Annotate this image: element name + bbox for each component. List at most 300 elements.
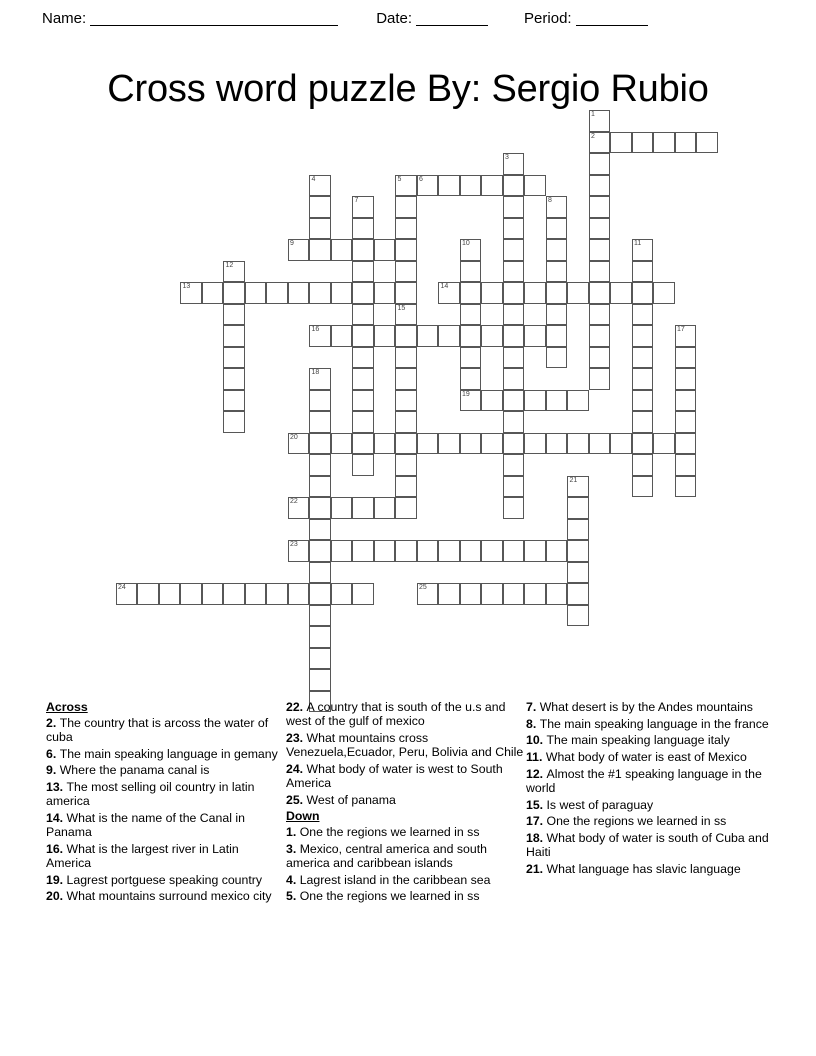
crossword-cell[interactable] <box>589 239 611 261</box>
crossword-cell[interactable] <box>503 218 525 240</box>
crossword-cell[interactable] <box>632 368 654 390</box>
crossword-cell[interactable] <box>524 282 546 304</box>
crossword-cell[interactable] <box>309 325 331 347</box>
clue-number: 8. <box>526 716 540 731</box>
crossword-cell[interactable] <box>223 261 245 283</box>
crossword-cell[interactable] <box>288 497 310 519</box>
crossword-cell[interactable] <box>632 411 654 433</box>
clue-item <box>286 700 526 728</box>
crossword-cell-number: 1 <box>591 111 595 118</box>
clue-item <box>526 862 772 876</box>
crossword-cell[interactable] <box>567 519 589 541</box>
crossword-cell-number: 24 <box>118 584 126 591</box>
crossword-cell[interactable] <box>567 583 589 605</box>
crossword-cell[interactable] <box>567 562 589 584</box>
crossword-cell-number: 21 <box>569 476 578 484</box>
crossword-cell[interactable] <box>503 411 525 433</box>
crossword-cell[interactable] <box>395 497 417 519</box>
crossword-cell[interactable] <box>266 583 288 605</box>
crossword-cell[interactable] <box>632 433 654 455</box>
crossword-cell[interactable] <box>503 454 525 476</box>
crossword-cell[interactable] <box>288 583 310 605</box>
clue-text: A country that is south of the u.s and west of the gulf of mexico <box>286 700 506 729</box>
crossword-cell[interactable] <box>675 325 697 347</box>
crossword-cell[interactable] <box>266 282 288 304</box>
crossword-cell[interactable] <box>460 175 482 197</box>
crossword-cell[interactable] <box>395 540 417 562</box>
crossword-cell[interactable] <box>223 282 245 304</box>
clue-item <box>46 889 286 903</box>
crossword-cell[interactable] <box>417 175 439 197</box>
crossword-cell[interactable] <box>589 282 611 304</box>
crossword-cell[interactable] <box>460 239 482 261</box>
crossword-cell[interactable] <box>395 175 417 197</box>
clue-text: What body of water is south of Cuba and Haiti <box>526 831 769 860</box>
crossword-cell[interactable] <box>309 540 331 562</box>
crossword-cell[interactable] <box>352 411 374 433</box>
name-label: Name: <box>42 10 87 27</box>
crossword-cell[interactable] <box>610 132 632 154</box>
crossword-cell[interactable] <box>675 476 697 498</box>
crossword-cell[interactable] <box>632 454 654 476</box>
crossword-cell[interactable] <box>481 282 503 304</box>
clue-item <box>46 763 286 777</box>
clues-section <box>0 700 816 906</box>
crossword-cell[interactable] <box>503 497 525 519</box>
crossword-cell-number: 12 <box>225 261 234 269</box>
crossword-cell[interactable] <box>309 218 331 240</box>
crossword-cell[interactable] <box>524 433 546 455</box>
crossword-cell[interactable] <box>352 497 374 519</box>
clue-text: The main speaking language italy <box>546 733 730 748</box>
clue-number: 18. <box>526 831 547 846</box>
crossword-cell[interactable] <box>309 390 331 412</box>
crossword-cell[interactable] <box>503 368 525 390</box>
crossword-cell[interactable] <box>374 325 396 347</box>
crossword-cell[interactable] <box>395 476 417 498</box>
crossword-cell[interactable] <box>481 325 503 347</box>
crossword-cell-number: 5 <box>397 175 402 183</box>
crossword-cell[interactable] <box>610 282 632 304</box>
clue-column-2 <box>286 700 526 906</box>
clue-number: 14. <box>46 810 67 825</box>
crossword-cell[interactable] <box>503 239 525 261</box>
clue-item <box>526 750 772 764</box>
clue-text: What mountains surround mexico city <box>66 889 272 904</box>
crossword-cell[interactable] <box>137 583 159 605</box>
crossword-cell[interactable] <box>632 282 654 304</box>
crossword-cell[interactable] <box>288 282 310 304</box>
crossword-cell[interactable] <box>546 218 568 240</box>
crossword-cell[interactable] <box>116 583 138 605</box>
clue-text: The main speaking language in the france <box>539 716 769 731</box>
crossword-cell[interactable] <box>288 433 310 455</box>
crossword-cell[interactable] <box>202 583 224 605</box>
crossword-cell[interactable] <box>395 196 417 218</box>
crossword-cell[interactable] <box>524 325 546 347</box>
crossword-cell[interactable] <box>546 325 568 347</box>
clue-number: 7. <box>526 700 540 714</box>
crossword-cell[interactable] <box>589 433 611 455</box>
crossword-cell[interactable] <box>696 132 718 154</box>
crossword-cell[interactable] <box>309 454 331 476</box>
crossword-cell-number: 25 <box>419 584 427 591</box>
clue-text: Is west of paraguay <box>546 797 654 812</box>
crossword-cell[interactable] <box>309 669 331 691</box>
crossword-cell-number: 15 <box>397 304 406 312</box>
crossword-cell[interactable] <box>481 175 503 197</box>
crossword-cell[interactable] <box>352 196 374 218</box>
crossword-cell[interactable] <box>460 368 482 390</box>
crossword-cell[interactable] <box>503 304 525 326</box>
crossword-cell[interactable] <box>245 282 267 304</box>
clue-number: 21. <box>526 862 547 877</box>
crossword-cell[interactable] <box>309 605 331 627</box>
period-label: Period: <box>524 10 572 27</box>
crossword-cell[interactable] <box>632 239 654 261</box>
crossword-cell[interactable] <box>374 497 396 519</box>
crossword-cell[interactable] <box>589 368 611 390</box>
clue-item <box>286 793 526 807</box>
crossword-cell[interactable] <box>460 325 482 347</box>
crossword-cell[interactable] <box>632 390 654 412</box>
crossword-cell[interactable] <box>438 433 460 455</box>
crossword-cell[interactable] <box>438 540 460 562</box>
clue-text: The country that is arcoss the water of cuba <box>46 715 269 744</box>
crossword-cell[interactable] <box>589 175 611 197</box>
crossword-cell[interactable] <box>546 390 568 412</box>
crossword-cell[interactable] <box>653 433 675 455</box>
clue-item <box>526 733 772 747</box>
clue-number: 19. <box>46 872 67 887</box>
crossword-cell[interactable] <box>309 519 331 541</box>
crossword-cell[interactable] <box>503 261 525 283</box>
crossword-cell[interactable] <box>438 282 460 304</box>
clue-item <box>286 889 526 903</box>
crossword-cell[interactable] <box>159 583 181 605</box>
crossword-cell[interactable] <box>546 347 568 369</box>
crossword-cell[interactable] <box>309 648 331 670</box>
crossword-cell[interactable] <box>546 282 568 304</box>
crossword-cell[interactable] <box>202 282 224 304</box>
crossword-cell[interactable] <box>309 282 331 304</box>
crossword-cell[interactable] <box>503 282 525 304</box>
clue-item <box>526 717 772 731</box>
crossword-cell[interactable] <box>460 390 482 412</box>
crossword-cell[interactable] <box>352 218 374 240</box>
crossword-cell[interactable] <box>395 261 417 283</box>
crossword-cell[interactable] <box>460 282 482 304</box>
across-heading: Across <box>46 700 88 714</box>
crossword-cell[interactable] <box>417 540 439 562</box>
crossword-cell[interactable] <box>309 433 331 455</box>
clue-column-3 <box>526 700 772 906</box>
crossword-cell[interactable] <box>395 347 417 369</box>
crossword-cell[interactable] <box>653 132 675 154</box>
crossword-cell[interactable] <box>481 540 503 562</box>
clue-item <box>286 762 526 790</box>
crossword-cell[interactable] <box>417 325 439 347</box>
crossword-cell[interactable] <box>546 304 568 326</box>
clue-number: 4. <box>286 872 300 887</box>
crossword-cell-number: 2 <box>591 132 595 140</box>
clue-item <box>526 831 772 859</box>
crossword-cell[interactable] <box>309 562 331 584</box>
crossword-cell-number: 17 <box>677 326 685 333</box>
crossword-cell[interactable] <box>589 132 611 154</box>
crossword-cell[interactable] <box>503 325 525 347</box>
crossword-cell[interactable] <box>503 433 525 455</box>
clue-number: 9. <box>46 763 60 778</box>
crossword-cell[interactable] <box>610 433 632 455</box>
crossword-cell[interactable] <box>309 583 331 605</box>
crossword-cell[interactable] <box>417 433 439 455</box>
crossword-cell[interactable] <box>589 325 611 347</box>
clue-item <box>526 767 772 795</box>
clue-text: What language has slavic language <box>546 862 741 877</box>
clue-number: 17. <box>526 814 547 829</box>
crossword-cell[interactable] <box>653 282 675 304</box>
crossword-cell[interactable] <box>374 282 396 304</box>
clue-number: 10. <box>526 733 547 748</box>
crossword-cell[interactable] <box>438 583 460 605</box>
crossword-cell[interactable] <box>460 433 482 455</box>
crossword-cell[interactable] <box>223 304 245 326</box>
clue-text: One the regions we learned in ss <box>299 889 480 904</box>
crossword-cell[interactable] <box>524 583 546 605</box>
crossword-cell[interactable] <box>180 282 202 304</box>
crossword-cell[interactable] <box>567 476 589 498</box>
crossword-cell[interactable] <box>675 433 697 455</box>
crossword-cell[interactable] <box>589 304 611 326</box>
crossword-cell[interactable] <box>546 261 568 283</box>
clue-text: Lagrest portguese speaking country <box>66 872 263 887</box>
crossword-cell[interactable] <box>331 282 353 304</box>
crossword-cell[interactable] <box>309 196 331 218</box>
crossword-cell[interactable] <box>546 433 568 455</box>
crossword-cell[interactable] <box>632 325 654 347</box>
crossword-cell[interactable] <box>503 390 525 412</box>
crossword-cell[interactable] <box>331 497 353 519</box>
crossword-cell[interactable] <box>632 476 654 498</box>
clue-number: 15. <box>526 797 547 812</box>
crossword-cell[interactable] <box>180 583 202 605</box>
clue-item <box>46 716 286 744</box>
crossword-cell[interactable] <box>331 239 353 261</box>
crossword-cell[interactable] <box>309 497 331 519</box>
crossword-cell[interactable] <box>395 325 417 347</box>
crossword-cell[interactable] <box>352 454 374 476</box>
clue-item <box>526 700 772 714</box>
clue-text: One the regions we learned in ss <box>546 814 727 829</box>
crossword-cell[interactable] <box>395 282 417 304</box>
crossword-cell[interactable] <box>352 347 374 369</box>
crossword-cell[interactable] <box>331 583 353 605</box>
crossword-cell[interactable] <box>546 583 568 605</box>
clue-number: 25. <box>286 792 307 807</box>
crossword-cell[interactable] <box>460 583 482 605</box>
crossword-cell[interactable] <box>395 433 417 455</box>
crossword-cell[interactable] <box>438 175 460 197</box>
clue-text: The most selling oil country in latin america <box>46 779 255 809</box>
crossword-cell-number: 8 <box>548 197 552 204</box>
crossword-cell-number: 20 <box>290 433 298 441</box>
crossword-cell[interactable] <box>395 411 417 433</box>
crossword-cell[interactable] <box>309 476 331 498</box>
crossword-cell[interactable] <box>567 390 589 412</box>
crossword-cell[interactable] <box>331 325 353 347</box>
crossword-cell[interactable] <box>460 540 482 562</box>
crossword-cell[interactable] <box>245 583 267 605</box>
crossword-cell[interactable] <box>675 347 697 369</box>
crossword-cell[interactable] <box>352 433 374 455</box>
crossword-cell[interactable] <box>309 626 331 648</box>
crossword-cell[interactable] <box>481 583 503 605</box>
clue-text: What is the largest river in Latin America <box>46 841 239 870</box>
crossword-cell-number: 14 <box>440 283 449 290</box>
crossword-cell[interactable] <box>374 433 396 455</box>
crossword-cell[interactable] <box>632 304 654 326</box>
date-label: Date: <box>376 10 413 27</box>
crossword-cell[interactable] <box>395 239 417 261</box>
crossword-cell[interactable] <box>395 368 417 390</box>
clue-text: Almost the #1 speaking language in the world <box>526 766 762 796</box>
crossword-cell[interactable] <box>352 282 374 304</box>
crossword-cell[interactable] <box>481 390 503 412</box>
clue-item <box>286 842 526 870</box>
crossword-cell[interactable] <box>352 239 374 261</box>
crossword-cell[interactable] <box>675 454 697 476</box>
crossword-cell[interactable] <box>632 347 654 369</box>
crossword-cell[interactable] <box>309 411 331 433</box>
crossword-cell[interactable] <box>352 261 374 283</box>
clue-item <box>526 814 772 828</box>
crossword-cell[interactable] <box>223 390 245 412</box>
crossword-cell[interactable] <box>352 583 374 605</box>
crossword-cell[interactable] <box>288 540 310 562</box>
crossword-cell[interactable] <box>438 325 460 347</box>
clue-item <box>286 825 526 839</box>
clue-text: The main speaking language in gemany <box>59 746 278 761</box>
crossword-cell[interactable] <box>395 454 417 476</box>
crossword-cell[interactable] <box>503 196 525 218</box>
down-heading: Down <box>286 809 320 824</box>
crossword-cell[interactable] <box>589 110 611 132</box>
crossword-cell[interactable] <box>524 540 546 562</box>
crossword-cell[interactable] <box>374 239 396 261</box>
crossword-cell-number: 13 <box>182 283 191 290</box>
clue-item <box>46 811 286 839</box>
clue-number: 5. <box>286 889 300 904</box>
crossword-cell[interactable] <box>374 540 396 562</box>
crossword-cell[interactable] <box>567 540 589 562</box>
crossword-cell[interactable] <box>675 411 697 433</box>
crossword-cell[interactable] <box>395 390 417 412</box>
crossword-cell[interactable] <box>352 368 374 390</box>
crossword-cell[interactable] <box>223 583 245 605</box>
crossword-cell[interactable] <box>503 175 525 197</box>
crossword-cell[interactable] <box>309 368 331 390</box>
clue-number: 2. <box>46 715 60 730</box>
crossword-cell[interactable] <box>223 411 245 433</box>
crossword-cell[interactable] <box>589 153 611 175</box>
crossword-cell[interactable] <box>309 175 331 197</box>
crossword-cell[interactable] <box>675 368 697 390</box>
crossword-cell-number: 16 <box>311 326 320 333</box>
clue-text: Mexico, central america and south america and caribbean islands <box>286 841 487 870</box>
crossword-cell[interactable] <box>352 304 374 326</box>
crossword-cell[interactable] <box>675 132 697 154</box>
crossword-cell[interactable] <box>546 540 568 562</box>
crossword-cell[interactable] <box>567 497 589 519</box>
crossword-cell[interactable] <box>589 261 611 283</box>
clue-item <box>526 798 772 812</box>
crossword-cell[interactable] <box>309 239 331 261</box>
page-title: Cross word puzzle By: Sergio Rubio <box>107 68 709 111</box>
crossword-cell[interactable] <box>503 153 525 175</box>
crossword-cell[interactable] <box>524 390 546 412</box>
crossword-cell[interactable] <box>567 433 589 455</box>
crossword-cell[interactable] <box>223 347 245 369</box>
clue-item <box>46 873 286 887</box>
clue-text: Where the panama canal is <box>59 763 210 778</box>
crossword-cell[interactable] <box>524 175 546 197</box>
clue-column-1 <box>46 700 286 906</box>
crossword-cell-number: 19 <box>462 390 470 398</box>
crossword-cell[interactable] <box>352 325 374 347</box>
crossword-cell[interactable] <box>589 347 611 369</box>
crossword-cell[interactable] <box>395 218 417 240</box>
clue-item <box>286 873 526 887</box>
clue-text: One the regions we learned in ss <box>299 825 480 840</box>
crossword-cell[interactable] <box>675 390 697 412</box>
crossword-cell[interactable] <box>589 218 611 240</box>
crossword-cell[interactable] <box>503 476 525 498</box>
crossword-cell[interactable] <box>632 132 654 154</box>
crossword-cell-number: 11 <box>634 240 642 247</box>
crossword-cell[interactable] <box>460 347 482 369</box>
crossword-cell[interactable] <box>288 239 310 261</box>
crossword-cell[interactable] <box>546 239 568 261</box>
crossword-cell[interactable] <box>395 304 417 326</box>
crossword-cell[interactable] <box>417 583 439 605</box>
crossword-cell[interactable] <box>460 304 482 326</box>
crossword-cell[interactable] <box>567 282 589 304</box>
crossword-cell-number: 6 <box>419 175 423 183</box>
crossword-cell[interactable] <box>481 433 503 455</box>
crossword-cell[interactable] <box>223 325 245 347</box>
crossword-cell[interactable] <box>503 347 525 369</box>
crossword-cell[interactable] <box>589 196 611 218</box>
crossword-cell[interactable] <box>331 540 353 562</box>
crossword-cell[interactable] <box>460 261 482 283</box>
crossword-cell[interactable] <box>352 390 374 412</box>
crossword-cell[interactable] <box>632 261 654 283</box>
clue-number: 16. <box>46 841 67 856</box>
clue-number: 11. <box>526 750 546 765</box>
clue-item <box>46 842 286 870</box>
crossword-cell[interactable] <box>567 605 589 627</box>
clue-number: 23. <box>286 730 307 745</box>
crossword-cell[interactable] <box>503 540 525 562</box>
clue-number: 12. <box>526 766 547 781</box>
crossword-cell[interactable] <box>223 368 245 390</box>
crossword-cell[interactable] <box>546 196 568 218</box>
crossword-cell[interactable] <box>352 540 374 562</box>
crossword-cell[interactable] <box>503 583 525 605</box>
crossword-cell[interactable] <box>331 433 353 455</box>
clue-text: What is the name of the Canal in Panama <box>46 810 245 840</box>
